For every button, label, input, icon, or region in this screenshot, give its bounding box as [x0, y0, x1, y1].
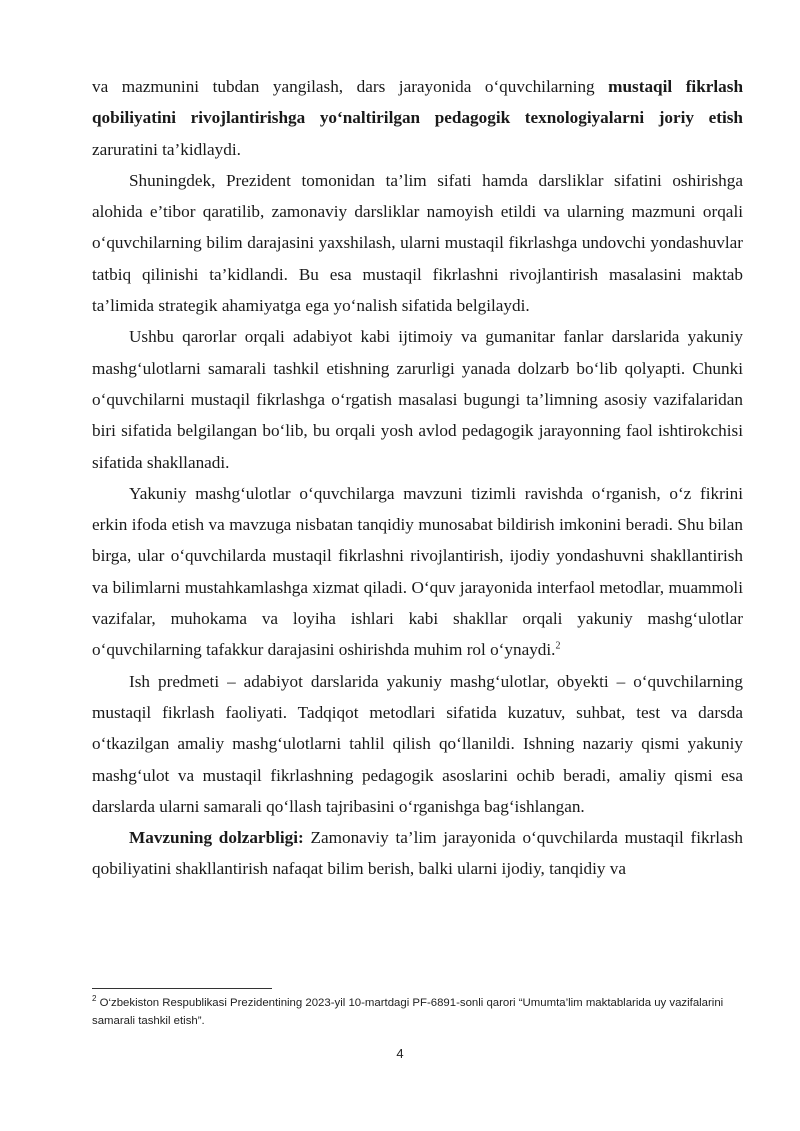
document-body	[92, 71, 743, 885]
footnote-text: O‘zbekiston Respublikasi Prezidentining 2023-yil 10-martdagi PF-6891-sonli qarori “Umumta’lim maktablarida uy vazifalarini samarali tashkil etish”.	[92, 997, 724, 1027]
paragraph-intro-continuation	[92, 71, 743, 165]
section-heading: Mavzuning dolzarbligi:	[129, 828, 304, 848]
paragraph-president-textbooks	[92, 165, 743, 321]
paragraph-resolutions	[92, 321, 743, 477]
paragraph-text: Yakuniy mashg‘ulotlar o‘quvchilarga mavzuni tizimli ravishda o‘rganish, o‘z fikrini erkin ifoda etish va mavzuga nisbatan tanqidiy munosabat bildirish imkonini beradi. Shu bilan birga, ular o‘quvchilarda mustaqil fikrlashni rivojlantirish, ijodiy yondashuvni shakllantirish va bilimlarni mustahkamlashga xizmat qiladi. O‘quv jarayonida interfaol metodlar, muammoli vazifalar, muhokama va loyiha ishlari kabi shakllar orqali yakuniy mashg‘ulotlar o‘quvchilarning tafakkur darajasini oshirishda muhim rol o‘ynaydi.	[92, 483, 743, 660]
paragraph-relevance	[92, 822, 743, 885]
paragraph-text: Ish predmeti – adabiyot darslarida yakuniy mashg‘ulotlar, obyekti – o‘quvchilarning mustaqil fikrlash faoliyati. Tadqiqot metodlari sifatida kuzatuv, suhbat, test va darsda o‘tkazilgan amaliy mashg‘ulotlarni tahlil qilish qo‘llanildi. Ishning nazariy qismi yakuniy mashg‘ulot va mustaqil fikrlashning pedagogik asoslarini ochib beradi, amaliy qismi esa darslarda ularni samarali qo‘llash tajribasini o‘rganishga bag‘ishlangan.	[92, 671, 743, 816]
emphasized-text: mustaqil fikrlash qobiliyatini rivojlantirishga yo‘naltirilgan pedagogik texnologiyalarni joriy etish	[92, 77, 743, 128]
footnote-separator	[92, 988, 272, 989]
page-number: 4	[396, 1046, 404, 1061]
paragraph-final-lessons	[92, 478, 743, 666]
footnote-marker: 2	[92, 994, 97, 1004]
paragraph-text: Ushbu qarorlar orqali adabiyot kabi ijtimoiy va gumanitar fanlar darslarida yakuniy mashg‘ulotlarni samarali tashkil etishning zarurligi yanada dolzarb bo‘lib qolyapti. Chunki o‘quvchilarni mustaqil fikrlashga o‘rgatish masalasi bugungi ta’limning asosiy vazifalaridan biri sifatida belgilangan bo‘lib, bu orqali yosh avlod pedagogik jarayonning faol ishtirokchisi sifatida shakllanadi.	[92, 327, 743, 472]
footnote	[92, 994, 743, 1030]
footnote-reference[interactable]: 2	[555, 640, 561, 652]
paragraph-text: Zamonaviy ta’lim jarayonida o‘quvchilarda mustaqil fikrlash qobiliyatini shakllantirish nafaqat bilim berish, balki ularni ijodiy, tanqidiy va	[92, 828, 743, 879]
paragraph-research-subject	[92, 666, 743, 822]
paragraph-text: va mazmunini tubdan yangilash, dars jarayonida o‘quvchilarning	[92, 77, 609, 96]
paragraph-text: zaruratini ta’kidlaydi.	[92, 139, 241, 159]
paragraph-text: Shuningdek, Prezident tomonidan ta’lim sifati hamda darsliklar sifatini oshirishga alohida e’tibor qaratilib, zamonaviy darsliklar namoyish etildi va ularning mazmuni orqali o‘quvchilarning bilim darajasini yaxshilash, ularni mustaqil fikrlashga undovchi yondashuvlar tatbiq qilinishi ta’kidlandi. Bu esa mustaqil fikrlashni rivojlantirish masalasini maktab ta’limida strategik ahamiyatga ega yo‘nalish sifatida belgilaydi.	[92, 170, 743, 316]
